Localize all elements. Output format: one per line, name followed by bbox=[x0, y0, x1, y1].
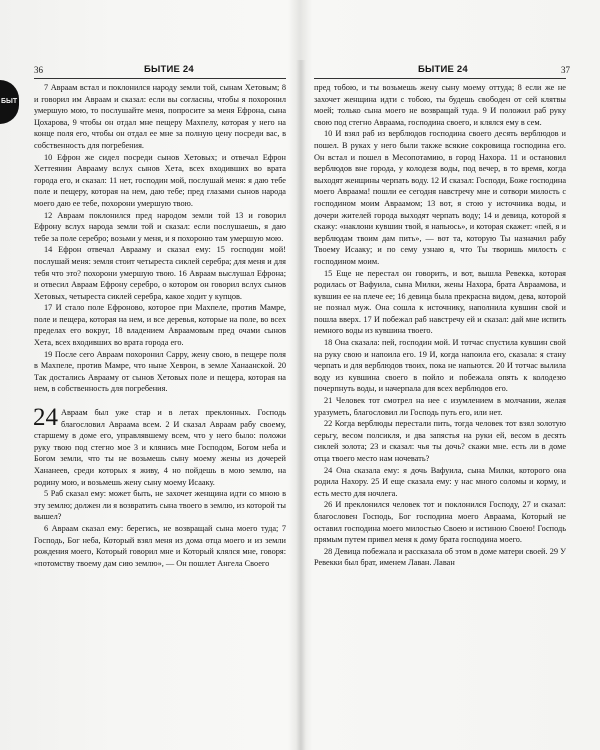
verse-paragraph: пред тобою, и ты возьмешь жену сыну моему оттуда; 8 если же не захочет женщина идти с тобою, ты будешь свободен от сей клятвы моей; только сына моего не возвращай туда. 9 И положил раб руку свою под стегно Авраама, господина своего, и клялся ему в сем. bbox=[314, 83, 566, 127]
verse-paragraph: 12 Авраам поклонился пред народом земли той 13 и говорил Ефрону вслух народа земли той и сказал: если послушаешь, я даю тебе за поле серебро; возьми у меня, и я похороню там умершую мою. bbox=[34, 210, 286, 243]
verse-paragraph: 18 Она сказала: пей, господин мой. И тотчас спустила кувшин свой на руку свою и напоила его. 19 И, когда напоила его, сказала: я стану черпать и для верблюдов твоих, пока не напьются. 20 И тотчас вылила воду из кувшина своего в пойло и побежала опять к колодезю почерпнуть воды, и начерпала для всех верблюдов его. bbox=[314, 338, 566, 394]
verse-paragraph: 7 Авраам встал и поклонился народу земли той, сынам Хетовым; 8 и говорил им Авраам и сказал: если вы согласны, чтобы я похоронил умершую мою, то послушайте меня, попросите за меня Ефрона, сына Цохарова, 9 чтобы он отдал мне пещеру Махпелу, которая у него на конце поля его, чтобы он отдал ее мне за полную цену посреди вас, в собственность для погребения. bbox=[34, 83, 286, 150]
verse-paragraph: 26 И преклонился человек тот и поклонился Господу, 27 и сказал: благословен Господь, Бог господина моего Авраама, Который не оставил господина моего милостью Своею и истиною Своею! Господь прямым путем привел меня к дому брата господина моего. bbox=[314, 500, 566, 545]
verse-paragraph: 24 Она сказала ему: я дочь Вафуила, сына Милки, которого она родила Нахору. 25 И еще сказала ему: у нас много соломы и корму, и есть место для ночлега. bbox=[314, 465, 566, 498]
thumb-index-tab[interactable]: БЫТ bbox=[0, 80, 19, 124]
verse-paragraph: 21 Человек тот смотрел на нее с изумлением в молчании, желая уразуметь, благословил ли Господь путь его, или нет. bbox=[314, 396, 566, 417]
verse-paragraph: 19 После сего Авраам похоронил Сарру, жену свою, в пещере поля в Махпеле, против Мамре, что ныне Хеврон, в земле Ханаанской. 20 Так достались Аврааму от сынов Хетовых поле и пещера, которая на нем, в собственность для погребения. bbox=[34, 349, 286, 394]
verse-paragraph: 6 Авраам сказал ему: берегись, не возвращай сына моего туда; 7 Господь, Бог неба, Который взял меня из дома отца моего и из земли рождения моего, Который говорил мне и Который клялся мне, говоря: «потомству твоему дам сию землю», — Он пошлет Ангела Своего bbox=[34, 523, 286, 568]
verse-paragraph: 22 Когда верблюды перестали пить, тогда человек тот взял золотую серьгу, весом полсикля, и два запястья на руки ей, весом в десять сиклей золота; 23 и сказал: чья ты дочь? скажи мне. есть ли в доме отца твоего место нам ночевать? bbox=[314, 419, 566, 463]
verse-paragraph: 5 Раб сказал ему: может быть, не захочет женщина идти со мною в эту землю; должен ли я возвратить сына твоего в землю, из которой ты вышел? bbox=[34, 489, 286, 522]
verse-paragraph: 17 И стало поле Ефроново, которое при Махпеле, против Мамре, поле и пещера, которая на нем, и все деревья, которые на поле, во всех пределах его вокруг, 18 владением Авраамовым пред очами сынов Хета, всех входивших во врата города его. bbox=[34, 303, 286, 348]
right-page bbox=[314, 64, 570, 569]
chapter-24-block bbox=[33, 404, 286, 488]
chapter-number: 24 bbox=[33, 404, 58, 432]
left-page-number: 36 bbox=[34, 65, 43, 75]
left-page bbox=[34, 64, 286, 569]
right-page-header bbox=[314, 64, 570, 79]
right-running-head: БЫТИЕ 24 bbox=[418, 64, 468, 75]
left-page-body bbox=[34, 82, 286, 569]
verse-paragraph: 14 Ефрон отвечал Аврааму и сказал ему: 15 господин мой! послушай меня: земля стоит четыреста сиклей серебра; для меня и для тебя что это? похорони умершую твою. 16 Авраам выслушал Ефрона; и отвесил Авраам Ефрону серебро, о котором он говорил вслух сынов Хетовых, четыреста сиклей серебра, какое ходит у купцов. bbox=[34, 245, 286, 301]
right-page-body bbox=[314, 82, 566, 569]
verse-paragraph: 15 Еще не перестал он говорить, и вот, вышла Ревекка, которая родилась от Вафуила, сына Милки, жены Нахора, брата Авраамова, и кувшин ее на плече ее; 16 девица была прекрасна видом, дева, которой не познал муж. Она сошла к источнику, наполнила кувшин свой и пошла вверх. 17 И побежал раб навстречу ей и сказал: дай мне испить немного воды из кувшина твоего. bbox=[314, 268, 566, 336]
verse-paragraph: 10 Ефрон же сидел посреди сынов Хетовых; и отвечал Ефрон Хеттеянин Аврааму вслух сынов Хета, всех входивших во врата города его, и сказал: 11 нет, господин мой, послушай меня: я даю тебе поле и пещеру, которая на нем, даю тебе; пред глазами сынов народа моего даю ее тебе, похорони умершую твою. bbox=[34, 152, 286, 208]
verse-paragraph: 10 И взял раб из верблюдов господина своего десять верблюдов и пошел. В руках у него были также всякие сокровища господина его. Он встал и пошел в Месопотамию, в город Нахора. 11 и остановил верблюдов вне города, у колодезя воды, под вечер, в то время, когда выходят женщины черпать воду. 12 И сказал: Господи, Боже господина моего Авраама! пошли ее сегодня навстречу мне и сотвори милость с господином моим Авраамом; 13 вот, я стою у источника воды, и дочери жителей города выходят черпать воду; 14 и девица, которой я скажу: «наклони кувшин твой, я напьюсь», и которая скажет: «пей, я и верблюдам твоим дам пить», — вот та, которую Ты назначил рабу Твоему Исааку; и по сему узнаю я, что Ты творишь милость с господином моим. bbox=[314, 129, 566, 266]
verse-paragraph: Авраам был уже стар и в летах преклонных. Господь благословил Авраама всем. 2 И сказал Авраам рабу своему, старшему в доме его, управлявшему всем, что у него было: положи руку твою под стегно мое 3 и клянись мне Господом, Богом неба и Богом земли, что ты не возьмешь сыну моему жены из дочерей Хананеев, среди которых я живу, 4 но пойдешь в мою землю, на родину мою, и возьмешь жену сыну моему Исааку. bbox=[34, 408, 286, 487]
left-running-head: БЫТИЕ 24 bbox=[144, 64, 194, 75]
book-gutter bbox=[296, 60, 306, 750]
right-page-number: 37 bbox=[561, 65, 570, 75]
left-page-header bbox=[34, 64, 286, 79]
verse-paragraph: 28 Девица побежала и рассказала об этом в доме матери своей. 29 У Ревекки был брат, именем Лаван. Лаван bbox=[314, 546, 566, 568]
